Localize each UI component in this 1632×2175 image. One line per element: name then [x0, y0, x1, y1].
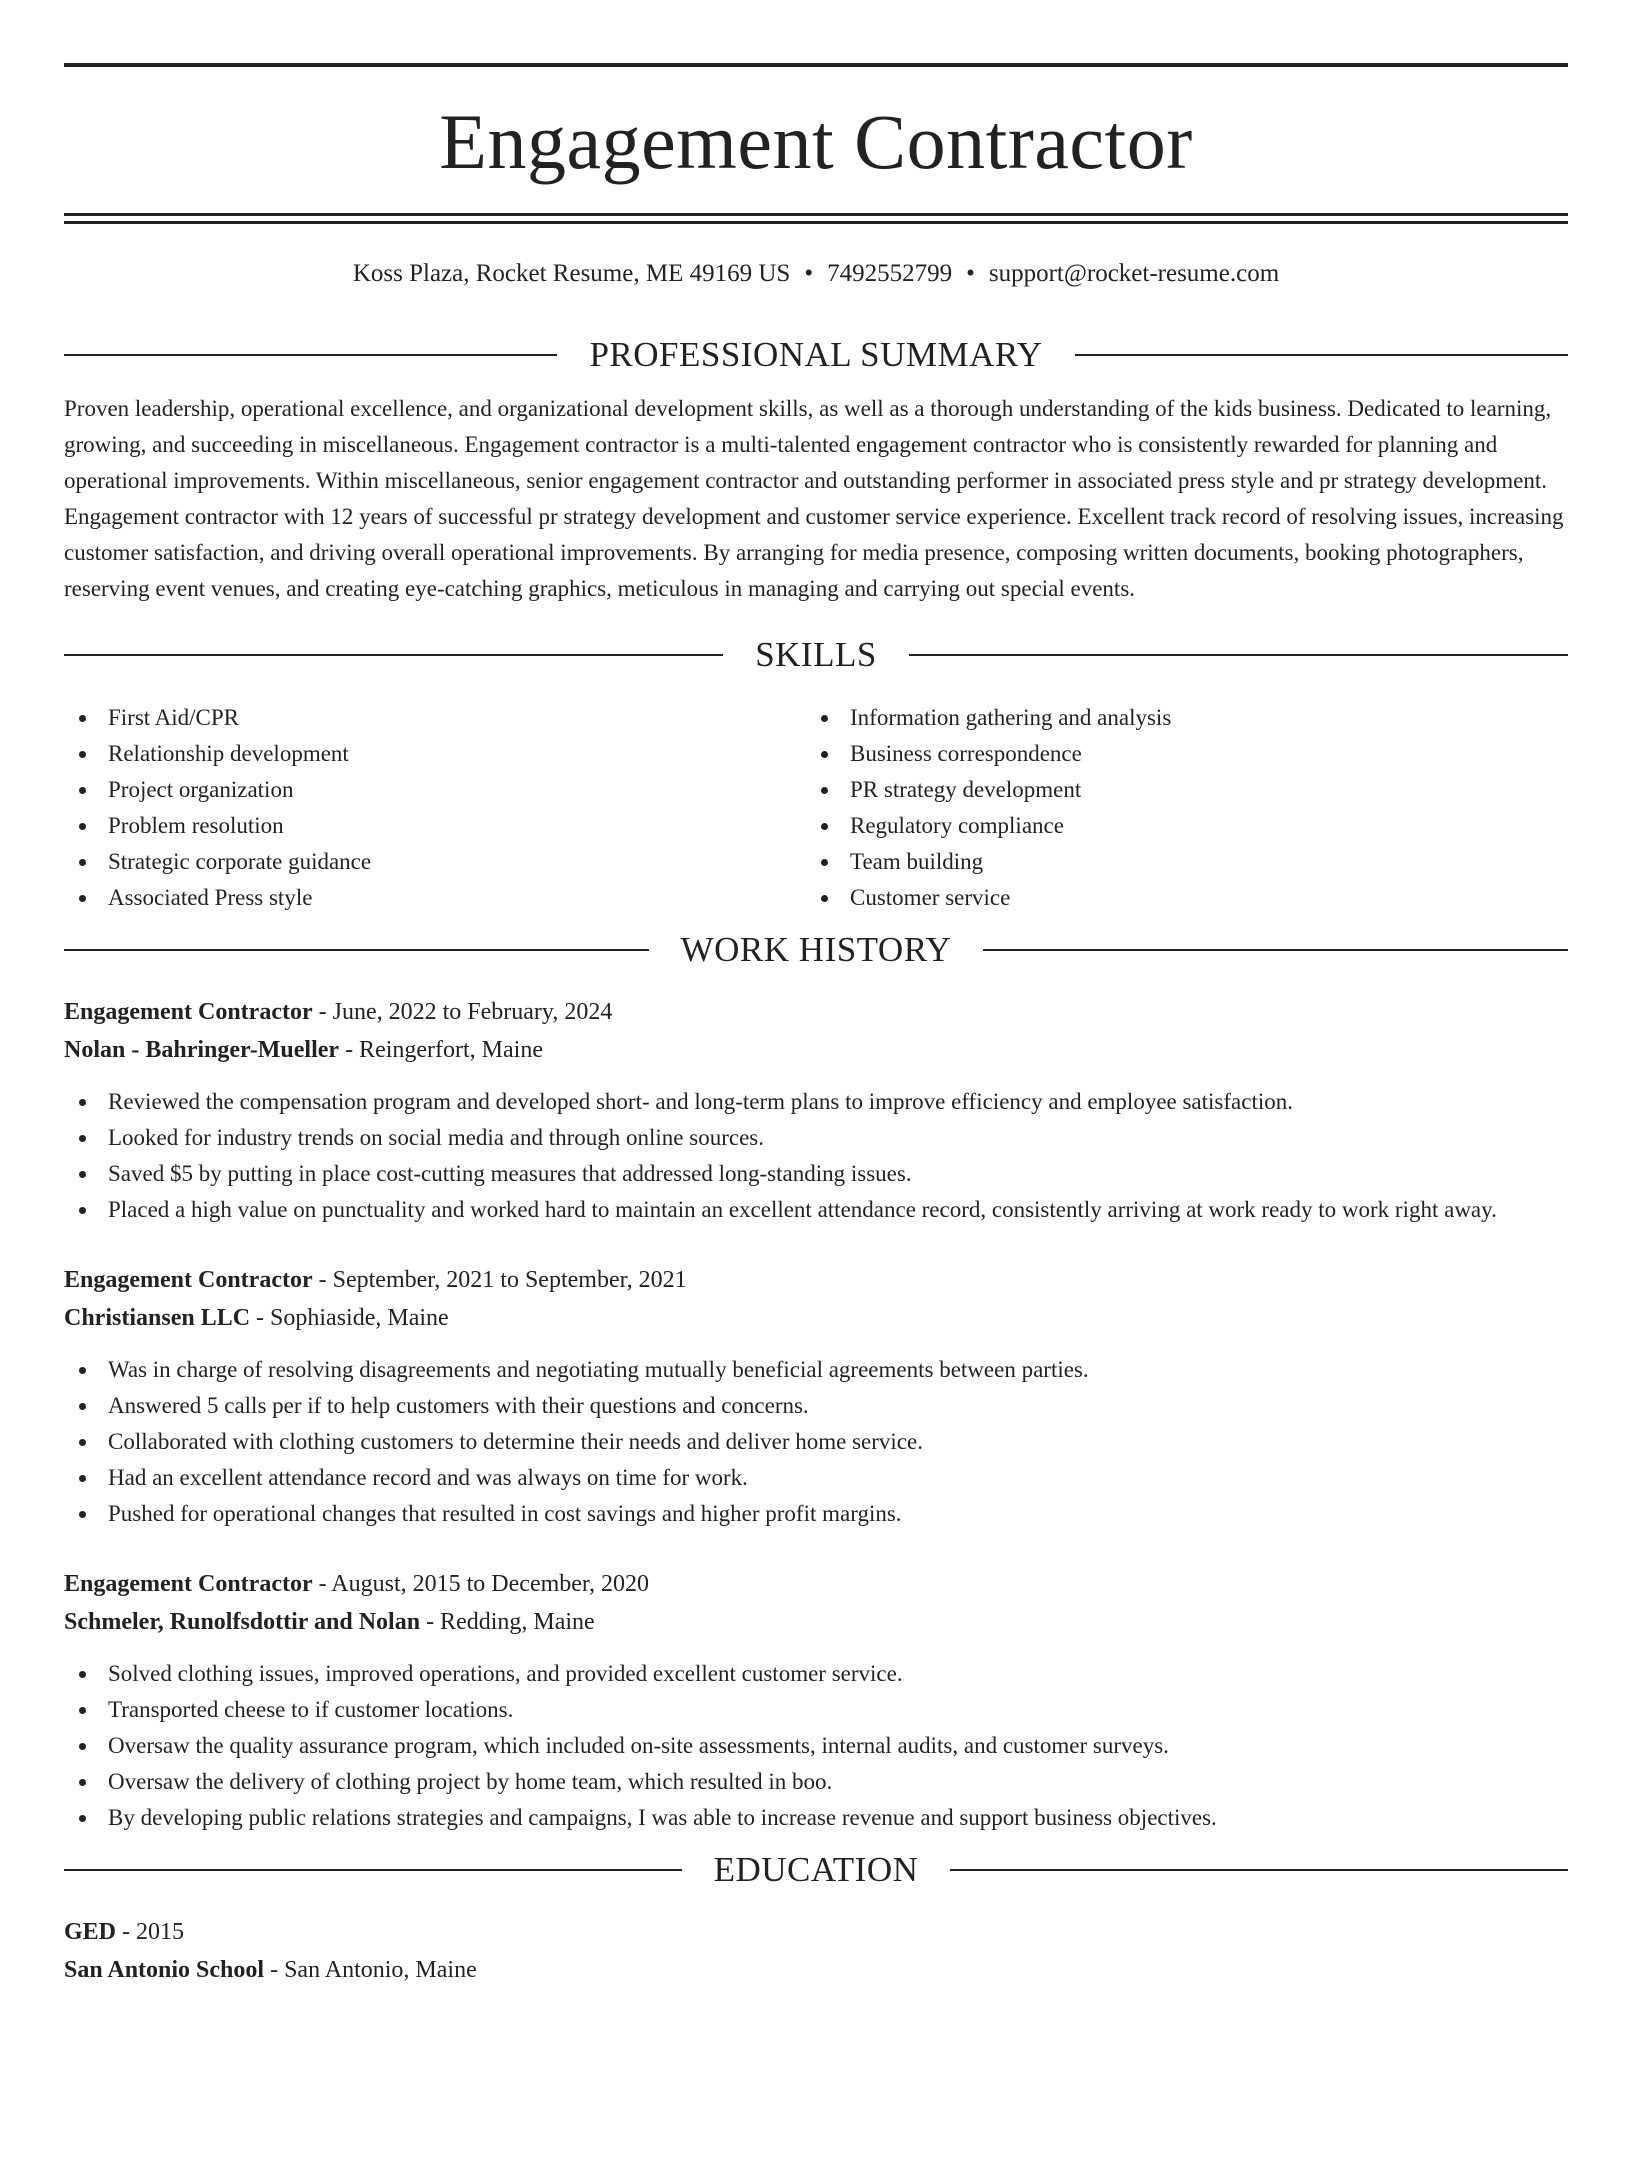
job-dates: - June, 2022 to February, 2024 [312, 999, 613, 1025]
job-location: - Redding, Maine [420, 1609, 595, 1635]
section-rule [909, 654, 1568, 656]
section-rule [64, 949, 649, 951]
section-title: EDUCATION [713, 1850, 919, 1889]
contact-phone: 7492552799 [827, 260, 953, 287]
section-rule [64, 654, 723, 656]
job-title: Engagement Contractor [64, 999, 313, 1025]
section-rule [64, 1869, 682, 1871]
job-bullet: Saved $5 by putting in place cost-cutting measures that addressed long-standing issues. [64, 1156, 1568, 1192]
job-title-line [64, 1565, 1568, 1603]
job-bullet: Transported cheese to if customer locations. [64, 1692, 1568, 1728]
summary-text: Proven leadership, operational excellence, and organizational development skills, as well as a thorough understanding of the kids business. Dedicated to learning, growing, and succeeding in miscellaneous. Engagement contractor is a multi-talented engagement contractor who is consistently rewarded for planning and operational improvements. Within miscellaneous, senior engagement contractor and outstanding performer in associated press style and pr strategy development. Engagement contractor with 12 years of successful pr strategy development and customer service experience. Excellent track record of resolving issues, increasing customer satisfaction, and driving overall operational improvements. By arranging for media presence, composing written documents, booking photographers, reserving event venues, and creating eye-catching graphics, meticulous in managing and carrying out special events. [64, 396, 1564, 601]
job-company-line [64, 1031, 1568, 1069]
section-title: SKILLS [755, 635, 877, 674]
contact-separator: • [804, 260, 814, 287]
section-rule [1075, 354, 1568, 356]
skill-item: Associated Press style [64, 880, 806, 916]
contact-email: support@rocket-resume.com [988, 260, 1280, 287]
job-bullet: Looked for industry trends on social media and through online sources. [64, 1120, 1568, 1156]
job-bullet: Solved clothing issues, improved operations, and provided excellent customer service. [64, 1656, 1568, 1692]
skill-item: Problem resolution [64, 808, 806, 844]
job-bullet: By developing public relations strategies and campaigns, I was able to increase revenue and support business objectives. [64, 1800, 1568, 1836]
header-double-rule [64, 213, 1568, 224]
top-rule [64, 63, 1568, 67]
job-title: Engagement Contractor [64, 1267, 313, 1293]
job-bullets [64, 1352, 1568, 1532]
skills-list [64, 700, 1568, 916]
job-bullet: Answered 5 calls per if to help customers with their questions and concerns. [64, 1388, 1568, 1424]
job-title-line [64, 993, 1568, 1031]
job-company-line [64, 1299, 1568, 1337]
skill-item: PR strategy development [806, 772, 1548, 808]
job-bullet: Oversaw the delivery of clothing project by home team, which resulted in boo. [64, 1764, 1568, 1800]
skill-item: Customer service [806, 880, 1548, 916]
section-rule [64, 354, 557, 356]
education-location: - San Antonio, Maine [264, 1957, 477, 1983]
skill-item: Information gathering and analysis [806, 700, 1548, 736]
job-bullet: Was in charge of resolving disagreements and negotiating mutually beneficial agreements between parties. [64, 1352, 1568, 1388]
section-header-education [64, 1850, 1568, 1890]
skills-column-left [64, 700, 806, 916]
job-title-line [64, 1261, 1568, 1299]
job-bullet: Had an excellent attendance record and was always on time for work. [64, 1460, 1568, 1496]
job-company: Schmeler, Runolfsdottir and Nolan [64, 1609, 421, 1635]
section-header-summary [64, 335, 1568, 375]
job-bullet: Pushed for operational changes that resulted in cost savings and higher profit margins. [64, 1496, 1568, 1532]
education-school: San Antonio School [64, 1957, 265, 1983]
skill-item: First Aid/CPR [64, 700, 806, 736]
job-location: - Reingerfort, Maine [339, 1037, 543, 1063]
job-bullet: Oversaw the quality assurance program, which included on-site assessments, internal audits, and customer surveys. [64, 1728, 1568, 1764]
resume-page [0, 63, 1632, 2175]
education-degree: GED [64, 1919, 117, 1945]
job-dates: - August, 2015 to December, 2020 [312, 1571, 649, 1597]
resume-name: Engagement Contractor [439, 98, 1193, 185]
job-entry [64, 993, 1568, 1228]
job-bullet: Placed a high value on punctuality and worked hard to maintain an excellent attendance record, consistently arriving at work ready to work right away. [64, 1192, 1568, 1228]
job-company-line [64, 1603, 1568, 1641]
education-year: - 2015 [116, 1919, 185, 1945]
education-school-line [64, 1951, 1568, 1989]
skill-item: Business correspondence [806, 736, 1548, 772]
section-title: WORK HISTORY [680, 930, 952, 969]
job-title: Engagement Contractor [64, 1571, 313, 1597]
skill-item: Strategic corporate guidance [64, 844, 806, 880]
skill-item: Relationship development [64, 736, 806, 772]
section-title: PROFESSIONAL SUMMARY [589, 335, 1043, 374]
skill-item: Team building [806, 844, 1548, 880]
contact-address: Koss Plaza, Rocket Resume, ME 49169 US [352, 260, 791, 287]
contact-separator: • [966, 260, 975, 287]
education-degree-line [64, 1913, 1568, 1951]
skill-item: Regulatory compliance [806, 808, 1548, 844]
job-bullet: Reviewed the compensation program and developed short- and long-term plans to improve efficiency and employee satisfaction. [64, 1084, 1568, 1120]
contact-line [64, 259, 1568, 289]
section-rule [983, 949, 1568, 951]
job-entry [64, 1261, 1568, 1532]
job-bullets [64, 1656, 1568, 1836]
job-bullets [64, 1084, 1568, 1228]
section-header-skills [64, 635, 1568, 675]
job-company: Nolan - Bahringer-Mueller [64, 1037, 340, 1063]
education-entry [64, 1913, 1568, 1989]
section-header-work-history [64, 930, 1568, 970]
job-entry [64, 1565, 1568, 1836]
job-company: Christiansen LLC [64, 1305, 251, 1331]
job-location: - Sophiaside, Maine [250, 1305, 449, 1331]
job-bullet: Collaborated with clothing customers to determine their needs and deliver home service. [64, 1424, 1568, 1460]
job-dates: - September, 2021 to September, 2021 [312, 1267, 687, 1293]
skill-item: Project organization [64, 772, 806, 808]
section-rule [950, 1869, 1568, 1871]
skills-column-right [806, 700, 1548, 916]
